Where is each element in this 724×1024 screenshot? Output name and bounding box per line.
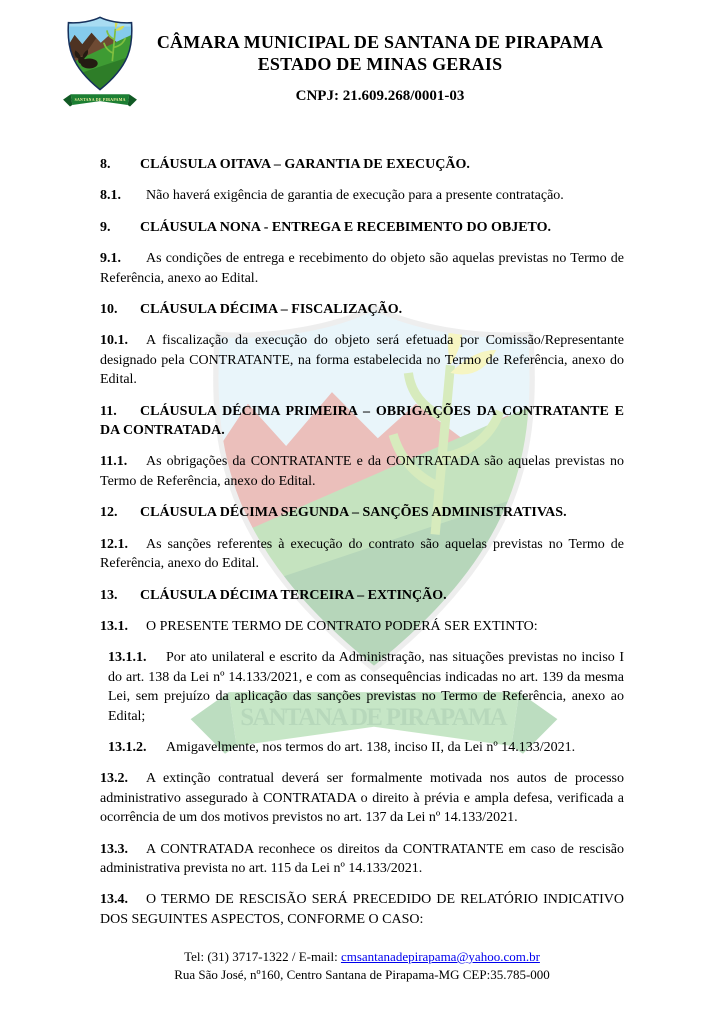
clause-number: 11.1. [100, 454, 128, 470]
clause-item [100, 535, 624, 574]
logo-banner-text: SANTANA DE PIRAPAMA [74, 97, 126, 102]
clause-item [100, 452, 624, 491]
document-header [0, 0, 724, 140]
clause-item [100, 249, 624, 288]
clause-number: 11. [100, 403, 117, 419]
clause-text: A extinção contratual deverá ser formalmente motivada nos autos de processo administrativo assegurado à CONTRATADA o direito à prévia e ampla defesa, verificada a ocorrência de um dos motivos previstos no art. 137 da Lei nº 14.133/2021. [100, 771, 624, 826]
org-cnpj: CNPJ: 21.609.268/0001-03 [295, 88, 465, 104]
document-footer [0, 948, 724, 983]
clause-text: As condições de entrega e recebimento do objeto são aquelas previstas no Termo de Referência, anexo ao Edital. [100, 251, 624, 286]
clause-number: 13.1.1. [108, 650, 147, 666]
clause-number: 10. [100, 302, 118, 318]
clause-text: CLÁUSULA OITAVA – GARANTIA DE EXECUÇÃO. [140, 157, 470, 172]
clause-item [100, 402, 624, 441]
clause-text: CLÁUSULA DÉCIMA TERCEIRA – EXTINÇÃO. [140, 587, 447, 603]
clause-number: 13.2. [100, 771, 128, 787]
clause-number: 9. [100, 219, 111, 235]
logo-banner [63, 94, 137, 106]
clause-item [108, 738, 624, 757]
header-text [128, 31, 632, 105]
clause-item [108, 648, 624, 726]
clause-item [100, 331, 624, 389]
clause-text: O PRESENTE TERMO DE CONTRATO PODERÁ SER EXTINTO: [146, 618, 538, 634]
clause-number: 9.1. [100, 251, 121, 267]
clause-text: A CONTRATADA reconhece os direitos da CONTRATANTE em caso de rescisão administrativa prevista no art. 115 da Lei nº 14.133/2021. [100, 841, 624, 876]
clause-number: 10.1. [100, 333, 128, 349]
clause-number: 13.3. [100, 841, 128, 857]
clause-item [100, 617, 624, 636]
clause-number: 8. [100, 157, 111, 172]
watermark-banner-text: SANTANA DE PIRAPAMA [240, 703, 508, 731]
clause-text: CLÁUSULA NONA - ENTREGA E RECEBIMENTO DO OBJETO. [140, 219, 552, 235]
footer-tel-email-prefix: Tel: (31) 3717-1322 / E-mail: [184, 949, 341, 964]
clause-item [100, 840, 624, 879]
footer-address-line: Rua São José, nº160, Centro Santana de Pirapama-MG CEP:35.785-000 [174, 966, 550, 982]
clause-text: CLÁUSULA DÉCIMA – FISCALIZAÇÃO. [140, 302, 403, 318]
clause-text: O TERMO DE RESCISÃO SERÁ PRECEDIDO DE RELATÓRIO INDICATIVO DOS SEGUINTES ASPECTOS, CONFORME O CASO: [100, 892, 624, 927]
clause-number: 8.1. [100, 188, 121, 204]
clause-item [100, 300, 624, 319]
clause-item [100, 586, 624, 605]
clause-item [100, 155, 624, 174]
clause-number: 13.4. [100, 892, 128, 908]
clause-number: 12. [100, 505, 118, 521]
clause-item [100, 769, 624, 827]
clause-item [100, 890, 624, 929]
clause-item [100, 186, 624, 205]
org-title: CÂMARA MUNICIPAL DE SANTANA DE PIRAPAMA [156, 32, 604, 52]
clause-number: 13.1.2. [108, 739, 147, 755]
footer-contact-line [0, 948, 724, 966]
clause-text: CLÁUSULA DÉCIMA PRIMEIRA – OBRIGAÇÕES DA CONTRATANTE E DA CONTRATADA. [100, 403, 624, 439]
clause-text: Amigavelmente, nos termos do art. 138, inciso II, da Lei nº 14.133/2021. [166, 739, 576, 755]
clause-number: 12.1. [100, 536, 128, 552]
clause-item [100, 218, 624, 237]
org-state: ESTADO DE MINAS GERAIS [257, 54, 503, 74]
clause-text: Não haverá exigência de garantia de execução para a presente contratação. [146, 188, 564, 204]
clause-text: CLÁUSULA DÉCIMA SEGUNDA – SANÇÕES ADMINISTRATIVAS. [140, 505, 567, 521]
clause-item [100, 503, 624, 522]
footer-email-link[interactable]: cmsantanadepirapama@yahoo.com.br [340, 949, 540, 964]
clause-text: As obrigações da CONTRATANTE e da CONTRATADA são aquelas previstas no Termo de Referência, anexo do Edital. [100, 454, 624, 489]
clause-text: Por ato unilateral e escrito da Administração, nas situações previstas no inciso I do art. 138 da Lei nº 14.133/2021, e com as consequências indicadas no art. 139 da mesma Lei, sem prejuízo da aplicação das sanções previstas no Termo de Referência, anexo ao Edital; [108, 650, 624, 724]
clause-number: 13.1. [100, 618, 128, 634]
clause-number: 13. [100, 587, 118, 603]
clause-text: As sanções referentes à execução do contrato são aquelas previstas no Termo de Referência, anexo do Edital. [100, 536, 624, 572]
contract-clauses [100, 155, 624, 941]
clause-text: A fiscalização da execução do objeto será efetuada por Comissão/Representante designado pela CONTRATANTE, na forma estabelecida no Termo de Referência, anexo do Edital. [100, 333, 624, 388]
